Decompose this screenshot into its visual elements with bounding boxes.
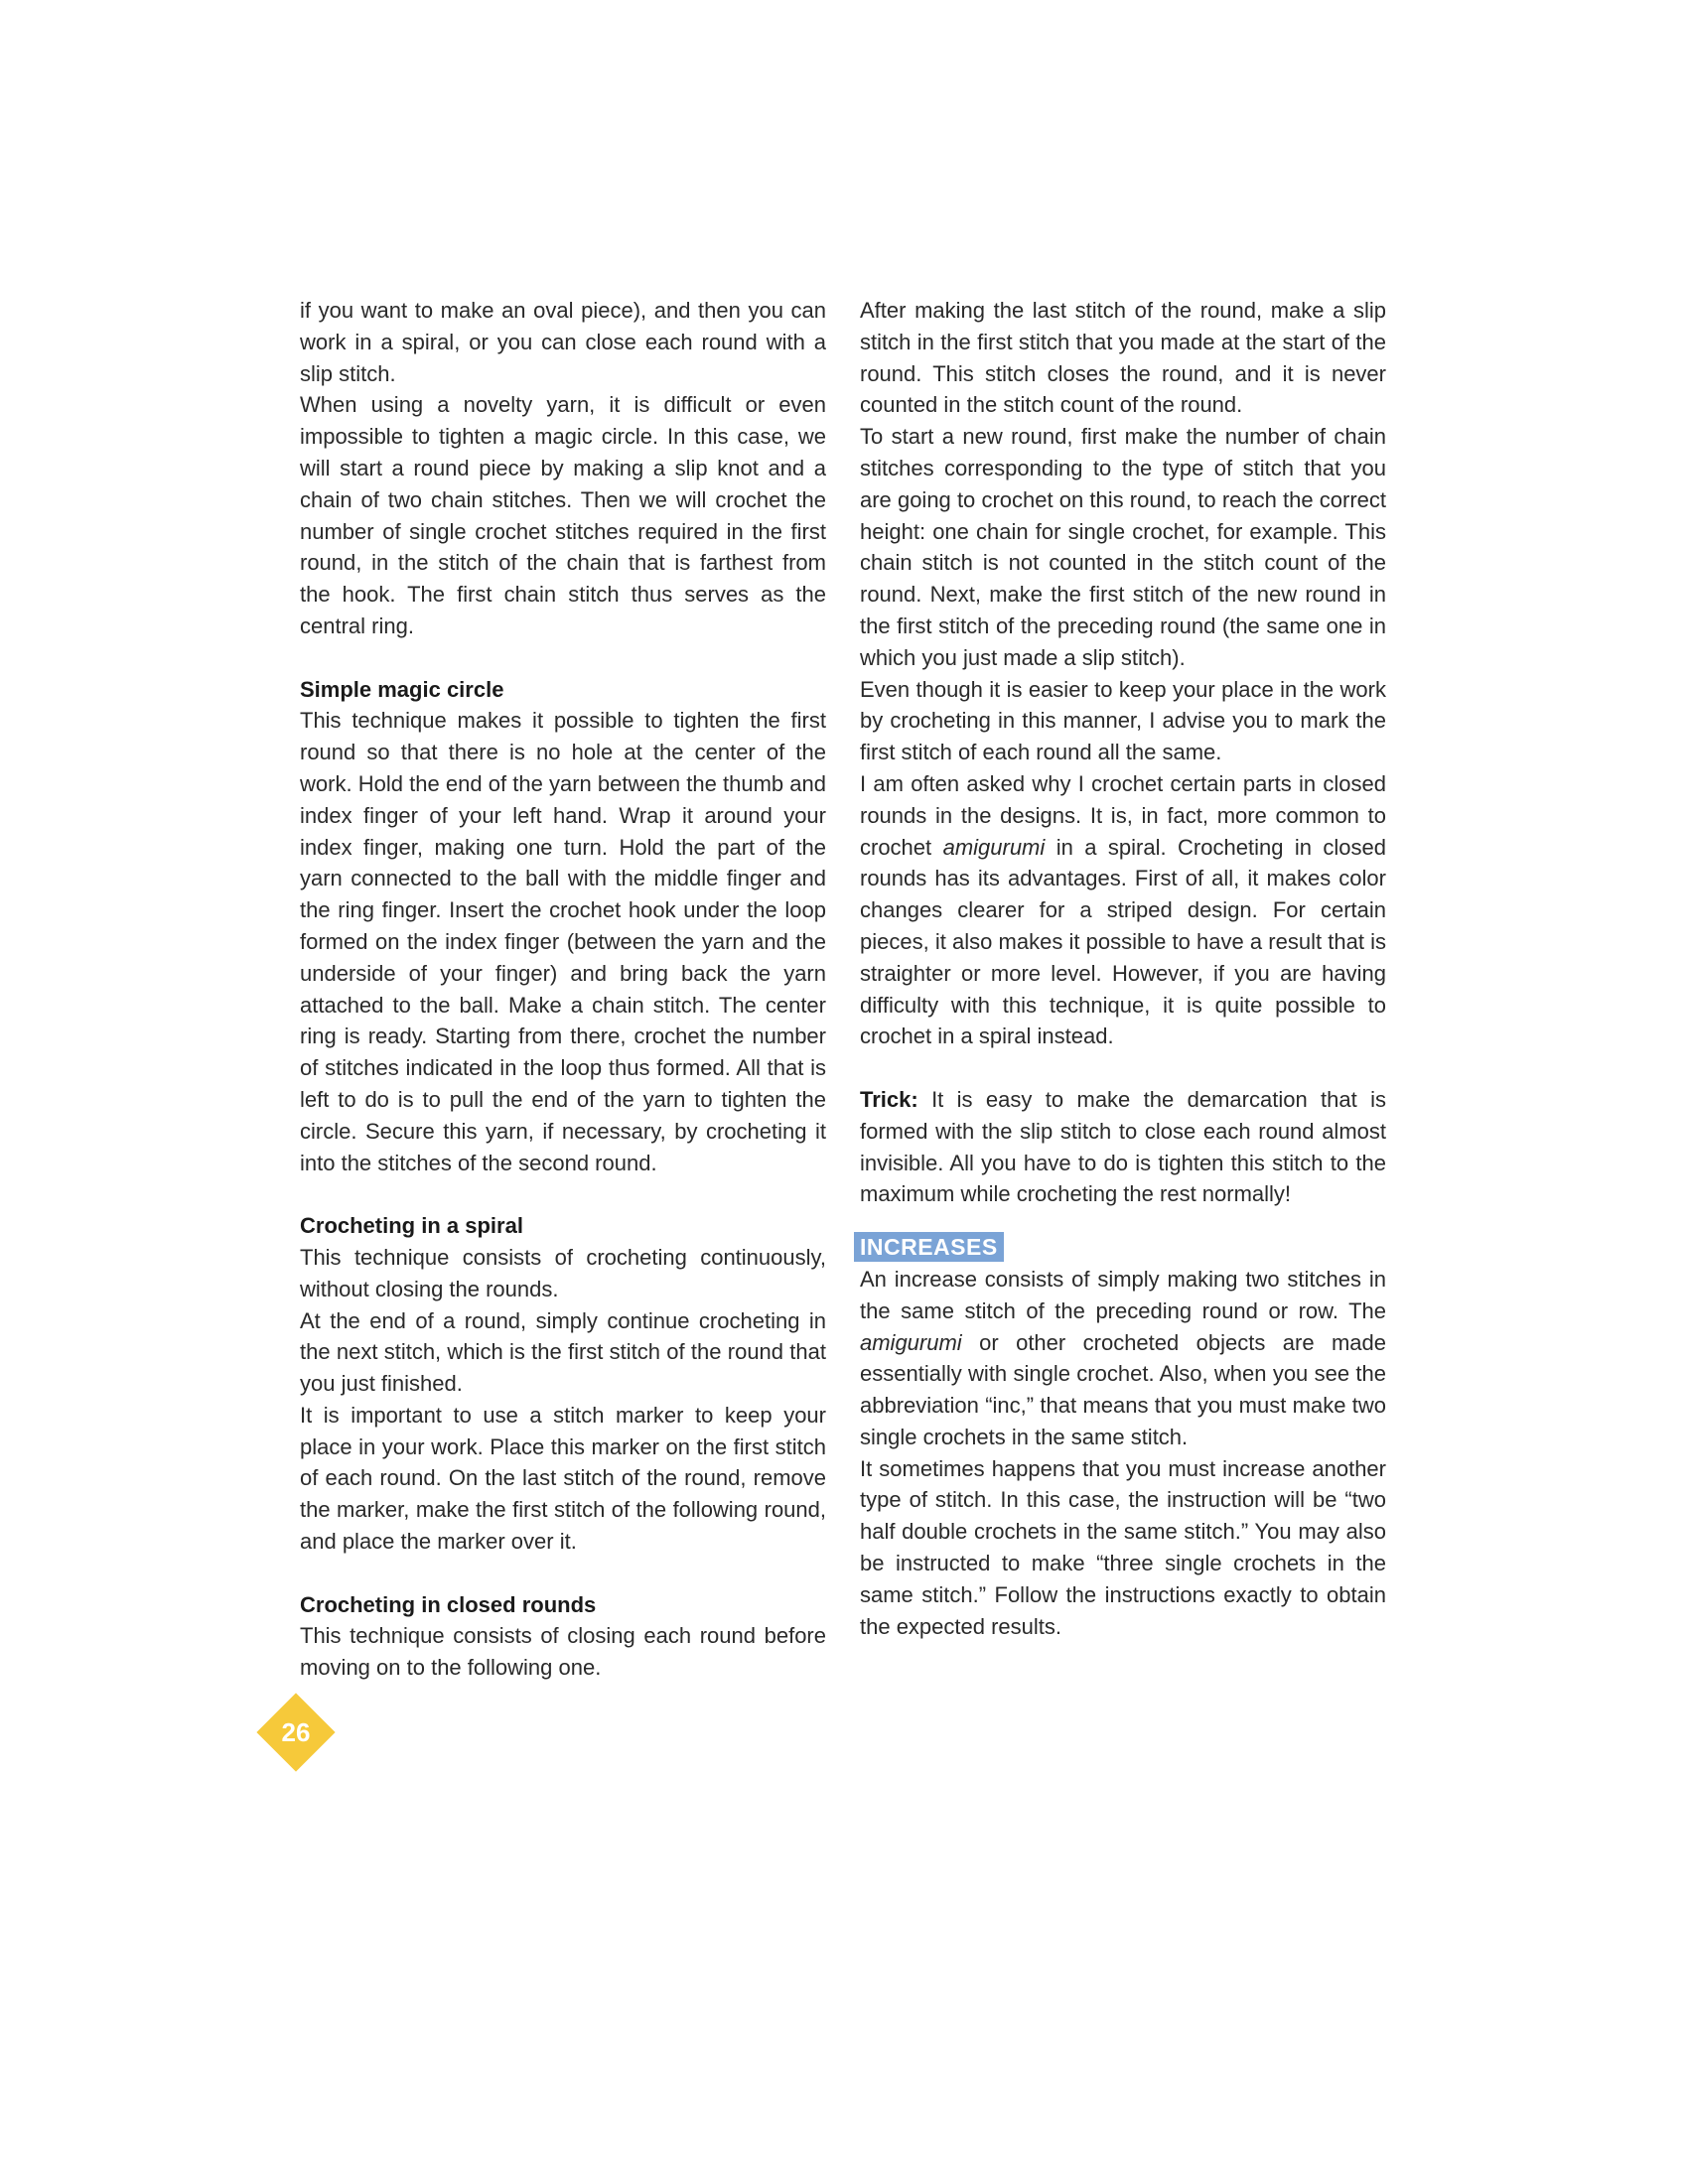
heading-simple-magic-circle: Simple magic circle xyxy=(300,676,504,702)
paragraph-oval-piece: if you want to make an oval piece), and then you can work in a spiral, or you can close each round with a slip stitch. xyxy=(300,298,826,386)
text-span: I am often asked why I crochet certain parts in closed rounds in the designs. It is, in fact, more common to crochet xyxy=(860,770,1386,860)
paragraph-spiral-1: This technique consists of crocheting continuously, without closing the rounds. xyxy=(300,1244,826,1301)
emphasis-amigurumi: amigurumi xyxy=(942,834,1046,860)
paragraph-novelty-yarn: When using a novelty yarn, it is difficult or even impossible to tighten a magic circle. In this case, we will start a round piece by making a slip knot and a chain of two chain stitches. Then we will crochet the number of single crochet stitches required in the first round, in the stitch of the chain that is farthest from the hook. The first chain stitch thus serves as the central ring. xyxy=(300,392,826,638)
paragraph-last-stitch: After making the last stitch of the round, make a slip stitch in the first stitch that you made at the start of the round. This stitch closes the round, and it is never counted in the stitch count of the round. xyxy=(860,298,1386,418)
paragraph-spiral-2: At the end of a round, simply continue crocheting in the next stitch, which is the first stitch of the round that you just finished. xyxy=(300,1307,826,1397)
paragraph-closed-rounds-why xyxy=(860,768,1386,1052)
section-heading-increases: INCREASES xyxy=(854,1232,1004,1262)
text-span: in a spiral. Crocheting in closed rounds has its advantages. First of all, it makes color changes clearer for a striped design. For certain pieces, it also makes it possible to have a result that is straighter or more level. However, if you are having difficulty with this technique, it is quite possible to crochet in a spiral instead. xyxy=(860,834,1386,1049)
paragraph-increase-definition xyxy=(860,1264,1386,1453)
paragraph-mark-stitch: Even though it is easier to keep your place in the work by crocheting in this manner, I advise you to mark the first stitch of each round all the same. xyxy=(860,676,1386,765)
page-number-badge xyxy=(256,1693,336,1772)
text-span: An increase consists of simply making two stitches in the same stitch of the preceding round or row. The xyxy=(860,1266,1386,1323)
paragraph-trick xyxy=(860,1084,1386,1210)
paragraph-closed-rounds: This technique consists of closing each round before moving on to the following one. xyxy=(300,1623,826,1681)
right-column xyxy=(860,295,1386,1642)
emphasis-amigurumi: amigurumi xyxy=(860,1329,962,1355)
trick-text: It is easy to make the demarcation that is formed with the slip stitch to close each round almost invisible. All you have to do is tighten this stitch to the maximum while crocheting the rest normally! xyxy=(860,1086,1386,1207)
paragraph-increase-other: It sometimes happens that you must increase another type of stitch. In this case, the instruction will be “two half double crochets in the same stitch.” You may also be instructed to make “three single crochets in the same stitch.” Follow the instructions exactly to obtain the expected results. xyxy=(860,1455,1386,1639)
paragraph-magic-circle: This technique makes it possible to tighten the first round so that there is no hole at the center of the work. Hold the end of the yarn between the thumb and index finger of your left hand. Wrap it around your index finger, making one turn. Hold the part of the yarn connected to the ball with the middle finger and the ring finger. Insert the crochet hook under the loop formed on the index finger (between the yarn and the underside of your finger) and bring back the yarn attached to the ball. Make a chain stitch. The center ring is ready. Starting from there, crochet the number of stitches indicated in the loop thus formed. All that is left to do is to pull the end of the yarn to tighten the circle. Secure this yarn, if necessary, by crocheting it into the stitches of the second round. xyxy=(300,708,826,1175)
increases-heading-row xyxy=(860,1232,1386,1264)
paragraph-spiral-3: It is important to use a stitch marker to keep your place in your work. Place this marker on the first stitch of each round. On the last stitch of the round, remove the marker, make the first stitch of the following round, and place the marker over it. xyxy=(300,1402,826,1555)
text-span: or other crocheted objects are made essentially with single crochet. Also, when you see the abbreviation “inc,” that means that you must make two single crochets in the same stitch. xyxy=(860,1329,1386,1449)
heading-closed-rounds: Crocheting in closed rounds xyxy=(300,1591,597,1617)
trick-label: Trick: xyxy=(860,1086,918,1112)
left-column xyxy=(300,295,826,1684)
paragraph-new-round: To start a new round, first make the number of chain stitches corresponding to the type of stitch that you are going to crochet on this round, to reach the correct height: one chain for single crochet, for example. This chain stitch is not counted in the stitch count of the round. Next, make the first stitch of the new round in the first stitch of the preceding round (the same one in which you just made a slip stitch). xyxy=(860,424,1386,670)
page-number: 26 xyxy=(281,1717,311,1747)
heading-crocheting-spiral: Crocheting in a spiral xyxy=(300,1213,523,1239)
